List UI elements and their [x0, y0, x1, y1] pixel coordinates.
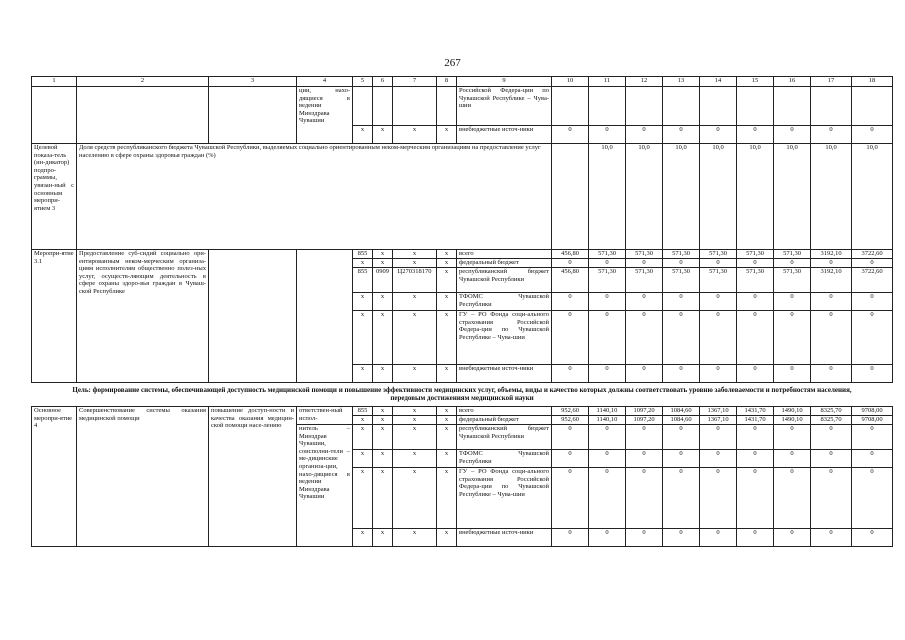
value-cell: 0 — [737, 293, 774, 311]
value-cell: 1097,20 — [626, 407, 663, 416]
value-cell: 0 — [663, 425, 700, 450]
indicator-value: 10,0 — [700, 144, 737, 250]
value-cell: 0 — [737, 365, 774, 383]
col2-cell — [77, 87, 209, 144]
source-cell: внебюджетные источ-ники — [457, 365, 552, 383]
budget-table — [31, 76, 893, 547]
col-header: 5 — [353, 77, 373, 87]
value-cell — [737, 87, 774, 126]
value-cell: 571,30 — [589, 250, 626, 259]
value-cell: 571,30 — [700, 250, 737, 259]
value-cell: 3722,60 — [852, 250, 893, 259]
code-cell: x — [393, 468, 437, 529]
value-cell: 0 — [700, 293, 737, 311]
code-cell: x — [353, 468, 373, 529]
value-cell: 0 — [774, 468, 811, 529]
indicator-value: 10,0 — [626, 144, 663, 250]
col-header: 8 — [437, 77, 457, 87]
value-cell: 0 — [663, 450, 700, 468]
code-cell: Ц270318170 — [393, 268, 437, 293]
value-cell: 0 — [700, 425, 737, 450]
value-cell — [774, 87, 811, 126]
value-cell: 0 — [811, 311, 852, 365]
value-cell: 0 — [552, 425, 589, 450]
value-cell — [589, 87, 626, 126]
code-cell: x — [353, 311, 373, 365]
indicator-value: 10,0 — [589, 144, 626, 250]
table-row — [32, 250, 893, 259]
value-cell: 0 — [552, 259, 589, 268]
value-cell: 0 — [626, 293, 663, 311]
code-cell: x — [393, 407, 437, 416]
value-cell: 456,80 — [552, 268, 589, 293]
event-purpose: повышение доступ-ности и качества оказания медицин-ской помощи насе-лению — [209, 407, 297, 547]
value-cell: 952,60 — [552, 407, 589, 416]
value-cell: 0 — [589, 311, 626, 365]
value-cell: 0 — [774, 365, 811, 383]
header-row — [32, 77, 893, 87]
value-cell — [700, 87, 737, 126]
value-cell: 0 — [737, 468, 774, 529]
col-header: 3 — [209, 77, 297, 87]
value-cell: 0 — [852, 468, 893, 529]
value-cell: 0 — [552, 450, 589, 468]
value-cell: 0 — [811, 126, 852, 144]
value-cell: 1097,20 — [626, 416, 663, 425]
value-cell: 0 — [552, 365, 589, 383]
value-cell: 0 — [811, 293, 852, 311]
value-cell — [626, 87, 663, 126]
value-cell: 0 — [552, 468, 589, 529]
value-cell: 8325,70 — [811, 416, 852, 425]
value-cell: 0 — [737, 450, 774, 468]
page-number: 267 — [444, 57, 461, 69]
value-cell: 0 — [852, 529, 893, 547]
value-cell: 1367,10 — [700, 407, 737, 416]
value-cell: 0 — [589, 468, 626, 529]
code-cell: x — [437, 311, 457, 365]
indicator-empty — [552, 144, 589, 250]
code-cell: x — [393, 450, 437, 468]
value-cell: 3192,10 — [811, 250, 852, 259]
code-cell: x — [353, 529, 373, 547]
value-cell: 0 — [626, 450, 663, 468]
code-cell: x — [437, 450, 457, 468]
col3-cell — [209, 250, 297, 383]
code-cell: x — [393, 126, 437, 144]
value-cell: 0 — [589, 450, 626, 468]
table-row — [32, 407, 893, 416]
code-cell: 855 — [353, 268, 373, 293]
value-cell: 571,30 — [774, 250, 811, 259]
value-cell: 571,30 — [737, 250, 774, 259]
code-cell: x — [437, 468, 457, 529]
col-header: 10 — [552, 77, 589, 87]
indicator-value: 10,0 — [852, 144, 893, 250]
code-cell: x — [373, 416, 393, 425]
event-label: Меропри-ятие 3.1 — [32, 250, 77, 383]
value-cell: 571,30 — [589, 268, 626, 293]
value-cell: 1140,10 — [589, 416, 626, 425]
value-cell: 1431,70 — [737, 416, 774, 425]
value-cell — [663, 87, 700, 126]
code-cell: x — [393, 250, 437, 259]
value-cell: 0 — [552, 293, 589, 311]
code-cell: x — [437, 365, 457, 383]
value-cell: 0 — [626, 425, 663, 450]
event-label: Основное меропри-ятие 4 — [32, 407, 77, 547]
value-cell: 0 — [774, 425, 811, 450]
code-cell: x — [393, 425, 437, 450]
code-cell: x — [393, 311, 437, 365]
value-cell: 0 — [811, 259, 852, 268]
col-header: 12 — [626, 77, 663, 87]
indicator-text: Доля средств республиканского бюджета Чувашской Республики, выделяемых социально ориентированным неком-мерческим организациям на предоставление услуг населению в сфере охраны здоровья граждан (%) — [77, 144, 552, 250]
value-cell: 9708,00 — [852, 416, 893, 425]
indicator-value: 10,0 — [774, 144, 811, 250]
value-cell: 0 — [663, 529, 700, 547]
source-cell: ГУ – РО Фонда соци-ального страхования Российской Федера-ции по Чувашской Республике – Чува-шии — [457, 311, 552, 365]
source-cell: ТФОМС Чувашской Республики — [457, 450, 552, 468]
value-cell: 0 — [589, 365, 626, 383]
source-cell: ГУ – РО Фонда соци-ального страхования Российской Федера-ции по Чувашской Республике – Чува-шии — [457, 468, 552, 529]
value-cell: 1431,70 — [737, 407, 774, 416]
code-cell: x — [373, 425, 393, 450]
source-cell: внебюджетные источ-ники — [457, 126, 552, 144]
code-cell — [373, 87, 393, 126]
value-cell: 1084,60 — [663, 416, 700, 425]
source-cell: республиканский бюджет Чувашской Республики — [457, 268, 552, 293]
code-cell: x — [393, 416, 437, 425]
value-cell: 0 — [663, 468, 700, 529]
value-cell: 0 — [663, 365, 700, 383]
source-cell: ТФОМС Чувашской Республики — [457, 293, 552, 311]
source-cell: Российской Федера-ции по Чувашской Республике – Чува-шии — [457, 87, 552, 126]
value-cell: 0 — [737, 425, 774, 450]
code-cell: x — [353, 126, 373, 144]
value-cell: 0 — [852, 450, 893, 468]
code-cell: x — [437, 416, 457, 425]
col-header: 1 — [32, 77, 77, 87]
executor-cell: нитель – Минздрав Чувашии, соисполни-тели – ме-дицинские организа-ции, нахо-дящиеся в ведении Минздрава Чувашии — [297, 425, 353, 547]
value-cell: 0 — [626, 126, 663, 144]
value-cell: 0 — [626, 259, 663, 268]
value-cell: 1490,10 — [774, 416, 811, 425]
col-header: 18 — [852, 77, 893, 87]
goal-text: Цель: формирование системы, обеспечивающей доступность медицинской помощи и повышение эффективности медицинских услуг, объемы, виды и качество которых должны соответствовать уровню заболеваемости и потребностям населения, передовым достижениям медицинской науки — [32, 383, 893, 407]
value-cell: 0 — [626, 529, 663, 547]
value-cell: 456,80 — [552, 250, 589, 259]
code-cell: x — [353, 425, 373, 450]
value-cell: 0 — [811, 450, 852, 468]
value-cell: 9708,00 — [852, 407, 893, 416]
value-cell: 0 — [552, 126, 589, 144]
event-name: Предоставление суб-сидий социально ори-ентированным неком-мерческим организа-циям исполнителям общественно полез-ных услуг, осуществ-ляющим деятельность в сфере охраны здоро-вья граждан в Чуваш-ской Республике — [77, 250, 209, 383]
code-cell — [353, 87, 373, 126]
value-cell: 0 — [852, 259, 893, 268]
value-cell: 0 — [663, 293, 700, 311]
value-cell: 0 — [589, 529, 626, 547]
code-cell: x — [393, 365, 437, 383]
code-cell: x — [437, 268, 457, 293]
value-cell: 0 — [552, 311, 589, 365]
col-header: 17 — [811, 77, 852, 87]
code-cell — [437, 87, 457, 126]
value-cell: 0 — [774, 529, 811, 547]
code-cell: x — [393, 293, 437, 311]
value-cell: 0 — [852, 311, 893, 365]
col-header: 13 — [663, 77, 700, 87]
value-cell: 571,30 — [626, 250, 663, 259]
col4-cell — [297, 250, 353, 383]
code-cell: 855 — [353, 407, 373, 416]
code-cell: x — [437, 126, 457, 144]
value-cell: 0 — [700, 468, 737, 529]
value-cell: 571,30 — [737, 268, 774, 293]
col-header: 2 — [77, 77, 209, 87]
value-cell: 0 — [552, 529, 589, 547]
value-cell: 0 — [774, 126, 811, 144]
source-cell: республиканский бюджет Чувашской Республики — [457, 425, 552, 450]
code-cell: x — [353, 416, 373, 425]
col-header: 11 — [589, 77, 626, 87]
value-cell — [552, 87, 589, 126]
code-cell: 0909 — [373, 268, 393, 293]
code-cell: x — [373, 126, 393, 144]
code-cell: x — [437, 293, 457, 311]
code-cell: x — [437, 425, 457, 450]
value-cell: 3722,60 — [852, 268, 893, 293]
code-cell: x — [393, 529, 437, 547]
code-cell: x — [353, 259, 373, 268]
value-cell: 0 — [700, 259, 737, 268]
col-header: 16 — [774, 77, 811, 87]
value-cell: 0 — [589, 425, 626, 450]
indicator-value: 10,0 — [811, 144, 852, 250]
value-cell: 0 — [811, 529, 852, 547]
col-header: 14 — [700, 77, 737, 87]
code-cell: x — [393, 259, 437, 268]
code-cell: x — [437, 407, 457, 416]
value-cell: 0 — [852, 365, 893, 383]
value-cell: 0 — [663, 259, 700, 268]
indicator-value: 10,0 — [663, 144, 700, 250]
code-cell — [393, 87, 437, 126]
value-cell: 0 — [589, 126, 626, 144]
col-header: 15 — [737, 77, 774, 87]
code-cell: x — [353, 450, 373, 468]
code-cell: x — [373, 293, 393, 311]
value-cell: 0 — [700, 126, 737, 144]
col-header: 6 — [373, 77, 393, 87]
indicator-value: 10,0 — [737, 144, 774, 250]
col-header: 7 — [393, 77, 437, 87]
value-cell: 1367,10 — [700, 416, 737, 425]
executor-cell: ответствен-ный испол- — [297, 407, 353, 425]
value-cell: 0 — [737, 311, 774, 365]
value-cell — [811, 87, 852, 126]
col-header: 4 — [297, 77, 353, 87]
value-cell: 0 — [774, 259, 811, 268]
value-cell: 571,30 — [663, 268, 700, 293]
value-cell: 952,60 — [552, 416, 589, 425]
value-cell: 0 — [663, 126, 700, 144]
value-cell: 8325,70 — [811, 407, 852, 416]
value-cell: 0 — [774, 450, 811, 468]
source-cell: всего — [457, 407, 552, 416]
indicator-label: Целевой показа-тель (ин-дикатор) подпро-граммы, увязан-ный с основным меропри-ятием 3 — [32, 144, 77, 250]
source-cell: федеральный бюджет — [457, 416, 552, 425]
value-cell: 0 — [737, 126, 774, 144]
value-cell: 0 — [852, 126, 893, 144]
value-cell: 1140,10 — [589, 407, 626, 416]
col1-cell — [32, 87, 77, 144]
value-cell: 0 — [589, 293, 626, 311]
value-cell: 0 — [852, 293, 893, 311]
value-cell: 0 — [811, 468, 852, 529]
value-cell: 0 — [700, 311, 737, 365]
value-cell: 0 — [589, 259, 626, 268]
code-cell: x — [437, 250, 457, 259]
table-row — [32, 87, 893, 126]
value-cell: 0 — [626, 311, 663, 365]
code-cell: x — [437, 529, 457, 547]
value-cell — [852, 87, 893, 126]
executor-cell: ции, нахо-дящиеся в ведении Минздрава Чувашии — [297, 87, 353, 144]
value-cell: 0 — [737, 529, 774, 547]
value-cell: 3192,10 — [811, 268, 852, 293]
value-cell: 1084,60 — [663, 407, 700, 416]
value-cell: 0 — [626, 365, 663, 383]
event-name: Совершенствование системы оказания медицинской помощи — [77, 407, 209, 547]
value-cell: 0 — [663, 311, 700, 365]
source-cell: федеральный бюджет — [457, 259, 552, 268]
value-cell: 1490,10 — [774, 407, 811, 416]
value-cell: 0 — [774, 293, 811, 311]
value-cell: 0 — [626, 468, 663, 529]
value-cell: 0 — [700, 365, 737, 383]
col3-cell — [209, 87, 297, 144]
code-cell: x — [373, 450, 393, 468]
value-cell: 0 — [852, 425, 893, 450]
code-cell: x — [437, 259, 457, 268]
value-cell: 0 — [700, 529, 737, 547]
code-cell: x — [373, 250, 393, 259]
code-cell: x — [373, 407, 393, 416]
value-cell: 0 — [737, 259, 774, 268]
col-header: 9 — [457, 77, 552, 87]
code-cell: x — [373, 468, 393, 529]
source-cell: всего — [457, 250, 552, 259]
code-cell: x — [373, 259, 393, 268]
value-cell: 571,30 — [700, 268, 737, 293]
value-cell: 0 — [811, 425, 852, 450]
code-cell: x — [353, 365, 373, 383]
value-cell: 0 — [700, 450, 737, 468]
code-cell: x — [373, 529, 393, 547]
source-cell: внебюджетные источ-ники — [457, 529, 552, 547]
value-cell: 571,30 — [663, 250, 700, 259]
indicator-row — [32, 144, 893, 250]
value-cell: 0 — [774, 311, 811, 365]
code-cell: 855 — [353, 250, 373, 259]
code-cell: x — [373, 311, 393, 365]
code-cell: x — [353, 293, 373, 311]
value-cell: 571,30 — [774, 268, 811, 293]
goal-row — [32, 383, 893, 407]
value-cell: 571,30 — [626, 268, 663, 293]
code-cell: x — [373, 365, 393, 383]
value-cell: 0 — [811, 365, 852, 383]
